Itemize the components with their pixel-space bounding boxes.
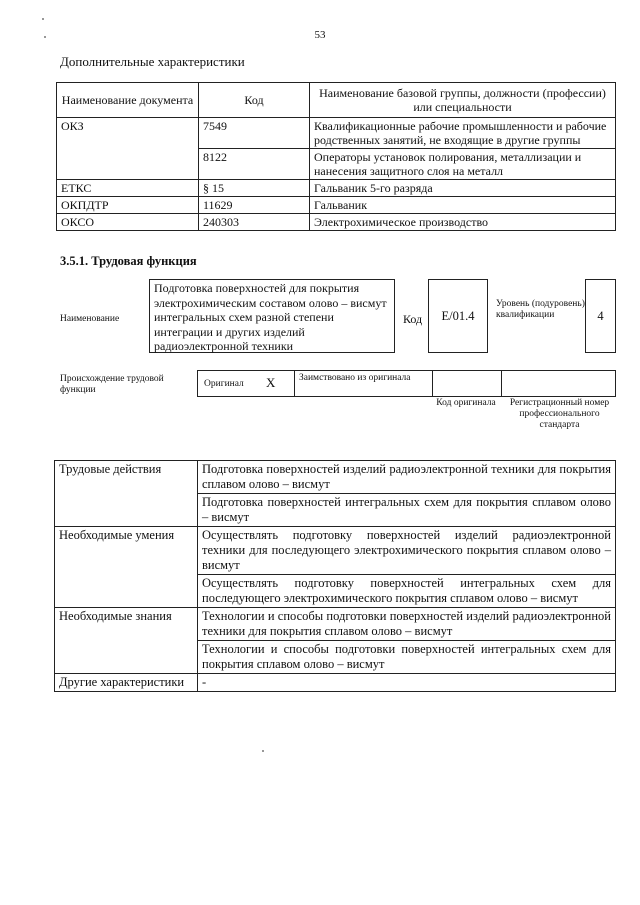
table-row — [55, 461, 616, 494]
row-item: Технологии и способы подготовки поверхностей интегральных схем для покрытия сплавом олово – висмут — [198, 641, 616, 674]
table-row — [55, 527, 616, 575]
cell-code: 11629 — [199, 197, 310, 214]
row-item: - — [198, 674, 616, 692]
row-item: Осуществлять подготовку поверхностей интегральных схем для последующего электрохимического покрытия сплавом олово – висмут — [198, 575, 616, 608]
table-row — [55, 674, 616, 692]
cell-group: Операторы установок полирования, металлизации и нанесения защитного слоя на металл — [310, 149, 616, 180]
function-code-label: Код — [403, 312, 423, 326]
row-item: Подготовка поверхностей интегральных схем для покрытия сплавом олово – висмут — [198, 494, 616, 527]
table-row — [57, 197, 616, 214]
scan-speck — [262, 750, 264, 752]
table-row — [57, 214, 616, 231]
table-row — [57, 118, 616, 149]
cell-code: 8122 — [199, 149, 310, 180]
qualification-level-value: 4 — [585, 279, 616, 353]
header-code: Код — [199, 83, 310, 118]
cell-document: ОКЗ — [57, 118, 199, 180]
cell-document: ОКСО — [57, 214, 199, 231]
cell-document: ОКПДТР — [57, 197, 199, 214]
classification-table — [56, 82, 616, 231]
row-item: Технологии и способы подготовки поверхностей изделий радиоэлектронной техники для покрытия сплавом олово – висмут — [198, 608, 616, 641]
origin-divider — [501, 371, 502, 396]
function-code-value: E/01.4 — [428, 279, 488, 353]
row-label: Трудовые действия — [55, 461, 198, 527]
cell-code: 240303 — [199, 214, 310, 231]
function-name-label: Наименование — [60, 314, 120, 324]
row-item: Подготовка поверхностей изделий радиоэлектронной техники для покрытия сплавом олово – висмут — [198, 461, 616, 494]
function-details-table — [54, 460, 616, 692]
row-label: Необходимые умения — [55, 527, 198, 608]
row-label: Другие характеристики — [55, 674, 198, 692]
origin-label: Происхождение трудовой функции — [60, 374, 164, 395]
cell-group: Электрохимическое производство — [310, 214, 616, 231]
function-name-value: Подготовка поверхностей для покрытия электрохимическим составом олово – висмут интегральных схем разной степени интеграции и других изделий радиоэлектронной техники — [149, 279, 395, 353]
section-title: Дополнительные характеристики — [60, 54, 245, 69]
header-group: Наименование базовой группы, должности (профессии) или специальности — [310, 83, 616, 118]
origin-box — [197, 370, 616, 397]
header-document: Наименование документа — [57, 83, 199, 118]
cell-group: Гальваник 5-го разряда — [310, 180, 616, 197]
original-label: Оригинал — [204, 379, 244, 389]
original-code-caption: Код оригинала — [436, 398, 496, 408]
origin-divider — [294, 371, 295, 396]
registration-number-caption: Регистрационный номер профессионального стандарта — [509, 398, 610, 430]
qualification-level-label: Уровень (подуровень) квалификации — [496, 299, 585, 320]
cell-code: 7549 — [199, 118, 310, 149]
table-row — [55, 608, 616, 641]
origin-divider — [432, 371, 433, 396]
table-header-row — [57, 83, 616, 118]
row-item: Осуществлять подготовку поверхностей изделий радиоэлектронной техники для последующего электрохимического покрытия сплавом олово – висмут — [198, 527, 616, 575]
function-heading: 3.5.1. Трудовая функция — [60, 254, 197, 268]
cell-document: ЕТКС — [57, 180, 199, 197]
cell-group: Квалификационные рабочие промышленности и рабочие родственных занятий, не входящие в другие группы — [310, 118, 616, 149]
row-label: Необходимые знания — [55, 608, 198, 674]
original-mark: X — [266, 375, 276, 390]
cell-group: Гальваник — [310, 197, 616, 214]
table-row — [57, 180, 616, 197]
page-number: 53 — [314, 29, 326, 41]
scan-speck — [42, 18, 44, 20]
cell-code: § 15 — [199, 180, 310, 197]
borrowed-label: Заимствовано из оригинала — [299, 373, 411, 383]
